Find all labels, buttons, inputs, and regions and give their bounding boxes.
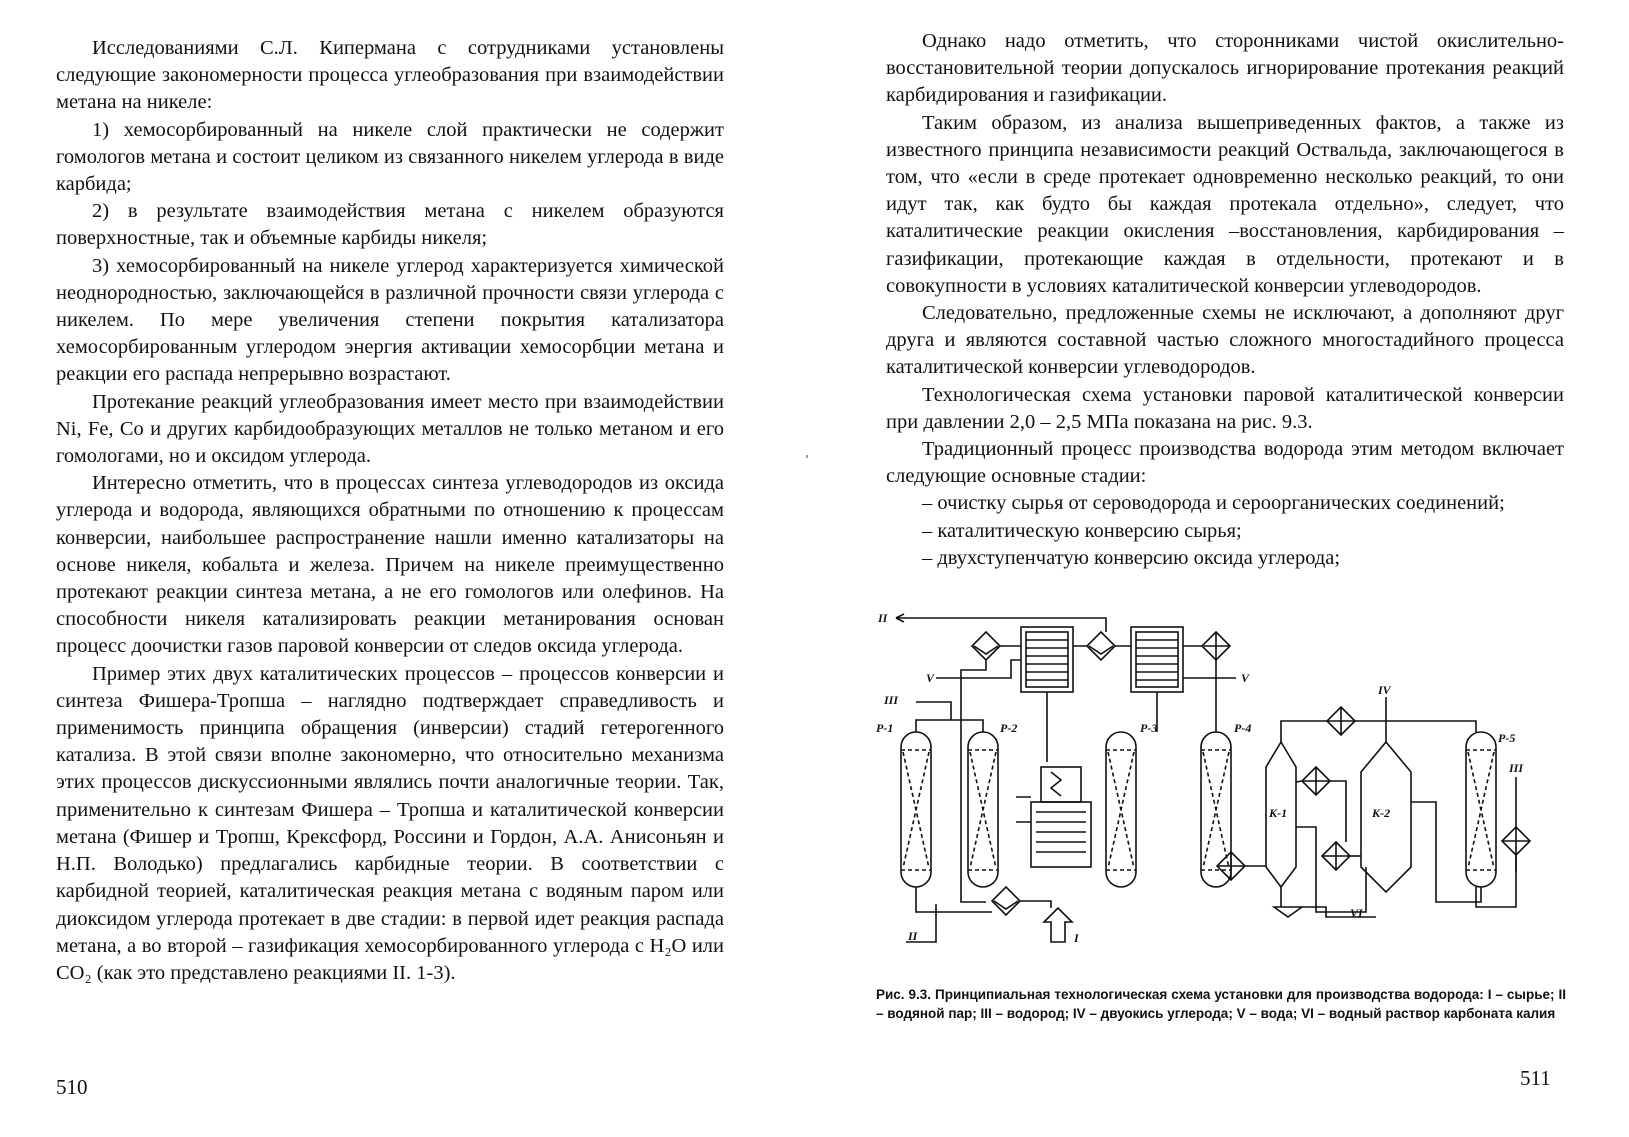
feed-inlet-arrow <box>1044 908 1072 942</box>
label-k2: К-2 <box>1372 806 1391 820</box>
label-k1: К-1 <box>1269 806 1288 820</box>
paragraph: Пример этих двух каталитических процессов – процессов конверсии и синтеза Фишера-Тропша – наглядно подтверждает справедливость и применимость принципа обращения (инверсии) стадий гетерогенного катализа. В этой связи вполне закономерно, что относительно механизма этих процессов дискуссионными являлись почти аналогичные теории. Так, применительно к синтезам Фишера – Тропша и каталитической конверсии метана (Фишер и Тропш, Крексфорд, Россини и Гордон, А.А. Анисоньян и Н.П. Володько) предлагались карбидные теории. В соответствии с карбидной теорией, каталитическая реакция метана с водяным паром или диоксидом углерода протекает в две стадии: в первой идет реакция распада метана, а во второй – газификация хемосорбированного углерода с H₂O или CO₂ (как это представлено реакциями II. 1-3). <box>56 662 724 984</box>
label-p5: Р-5 <box>1498 731 1516 745</box>
list-item: 3) хемосорбированный на никеле углерод характеризуется химической неоднородностью, заключающейся в различной прочности связи углерода с никелем. По мере увеличения степени покрытия катализатора хемосорбированным углеродом энергия активации хемосорбции метана и реакции его распада непрерывно возрастают. <box>56 254 724 386</box>
paragraph: Протекание реакций углеобразования имеет место при взаимодействии Ni, Fe, Co и других карбидообразующих металлов не только метаном и его гомологами, но и оксидом углерода. <box>56 390 724 468</box>
label-stream-ii-top: II <box>878 612 888 625</box>
paragraph: Однако надо отметить, что сторонниками чистой окислительно-восстановительной теории допускалось игнорирование протекания реакций карбидирования и газификации. <box>886 30 1564 107</box>
stream-line-ii-top <box>896 618 1106 632</box>
stream-v-left-line <box>936 660 1021 678</box>
process-flow-svg <box>876 612 1566 972</box>
label-stream-v-left: V <box>926 671 935 685</box>
paragraph: Технологическая схема установки паровой каталитической конверсии при давлении 2,0 – 2,5 МПа показана на рис. 9.3. <box>886 383 1564 433</box>
left-text-column <box>56 35 724 987</box>
pump <box>1274 887 1302 917</box>
left-page <box>0 0 810 1137</box>
label-stream-vi: VI <box>1350 906 1363 920</box>
right-page <box>820 0 1629 1137</box>
label-p3: Р-3 <box>1140 721 1158 735</box>
label-p4: Р-4 <box>1234 721 1252 735</box>
label-p2: Р-2 <box>1000 721 1018 735</box>
exchanger-inner <box>1204 632 1230 660</box>
boiler-box-2 <box>1131 627 1183 692</box>
stream-iii-left-line <box>916 702 983 732</box>
label-stream-ii-bottom: II <box>908 929 918 943</box>
page-number-right: 511 <box>1520 1066 1551 1090</box>
page-number-left: 510 <box>56 1075 88 1099</box>
exchanger-inner <box>1089 646 1113 654</box>
heat-exchanger-diamond-1 <box>972 632 1000 660</box>
exchanger-inner <box>974 646 998 654</box>
furnace-box <box>1041 767 1081 802</box>
line <box>961 660 986 902</box>
list-item: – двухступенчатую конверсию оксида углерода; <box>922 546 1341 569</box>
label-stream-v-right: V <box>1241 671 1250 685</box>
process-flow-diagram <box>876 612 1566 972</box>
label-stream-iii-right: III <box>1509 761 1524 775</box>
paragraph: Следовательно, предложенные схемы не исключают, а дополняют друг друга и являются составной частью сложного многостадийного процесса каталитической конверсии углеводородов. <box>886 302 1564 379</box>
label-stream-iii-left: III <box>884 693 899 707</box>
heat-exchanger-diamond-2 <box>1087 632 1115 660</box>
right-text-column <box>886 28 1564 572</box>
gutter-mark <box>806 455 808 458</box>
paragraph: Исследованиями С.Л. Кипермана с сотрудниками установлены следующие закономерности процесса углеобразования при взаимодействии метана на никеле: <box>56 37 724 114</box>
list-item: 1) хемосорбированный на никеле слой практически не содержит гомологов метана и состоит целиком из связанного никелем углерода в виде карбида; <box>56 118 724 196</box>
list-item: 2) в результате взаимодействия метана с никелем образуются поверхностные, так и объемные карбиды никеля; <box>56 200 724 250</box>
label-stream-iv: IV <box>1378 683 1391 697</box>
label-stream-i: I <box>1074 931 1079 945</box>
label-p1: Р-1 <box>876 721 894 735</box>
paragraph: Интересно отметить, что в процессах синтеза углеводородов из оксида углерода и водорода, являющихся обратными по отношению к процессам конверсии, наибольшее распространение нашли именно катализаторы на основе никеля, кобальта и железа. Причем на никеле преимущественно протекают реакции синтеза метана, а не его гомологов или олефинов. На способности никеля катализировать реакции метанирования основан процесс доочистки газов паровой конверсии от следов оксида углерода. <box>56 472 724 658</box>
paragraph: Традиционный процесс производства водорода этим методом включает следующие основные стадии: <box>886 438 1564 488</box>
list-item: – очистку сырья от сероводорода и сероорганических соединений; <box>922 492 1505 515</box>
figure-caption: Рис. 9.3. Принципиальная технологическая схема установки для производства водорода: I – сырье; II – водяной пар; III – водород; IV – двуокись углерода; V – вода; VI – водный раствор карбоната калия <box>876 987 1566 1021</box>
heat-exchanger-bottom <box>992 887 1020 915</box>
paragraph: Таким образом, из анализа вышеприведенных фактов, а также из известного принципа независимости реакций Оствальда, заключающегося в том, что «если в среде протекает одновременно несколько реакций, то они идут так, как будто бы каждая протекала отдельно», следует, что каталитические реакции окисления –восстановления, карбидирования – газификации, протекающие каждая в отдельности, протекают и в совокупности в условиях каталитической конверсии углеводородов. <box>886 111 1564 297</box>
list-item: – каталитическую конверсию сырья; <box>922 519 1242 542</box>
boiler-box-1 <box>1021 627 1073 692</box>
